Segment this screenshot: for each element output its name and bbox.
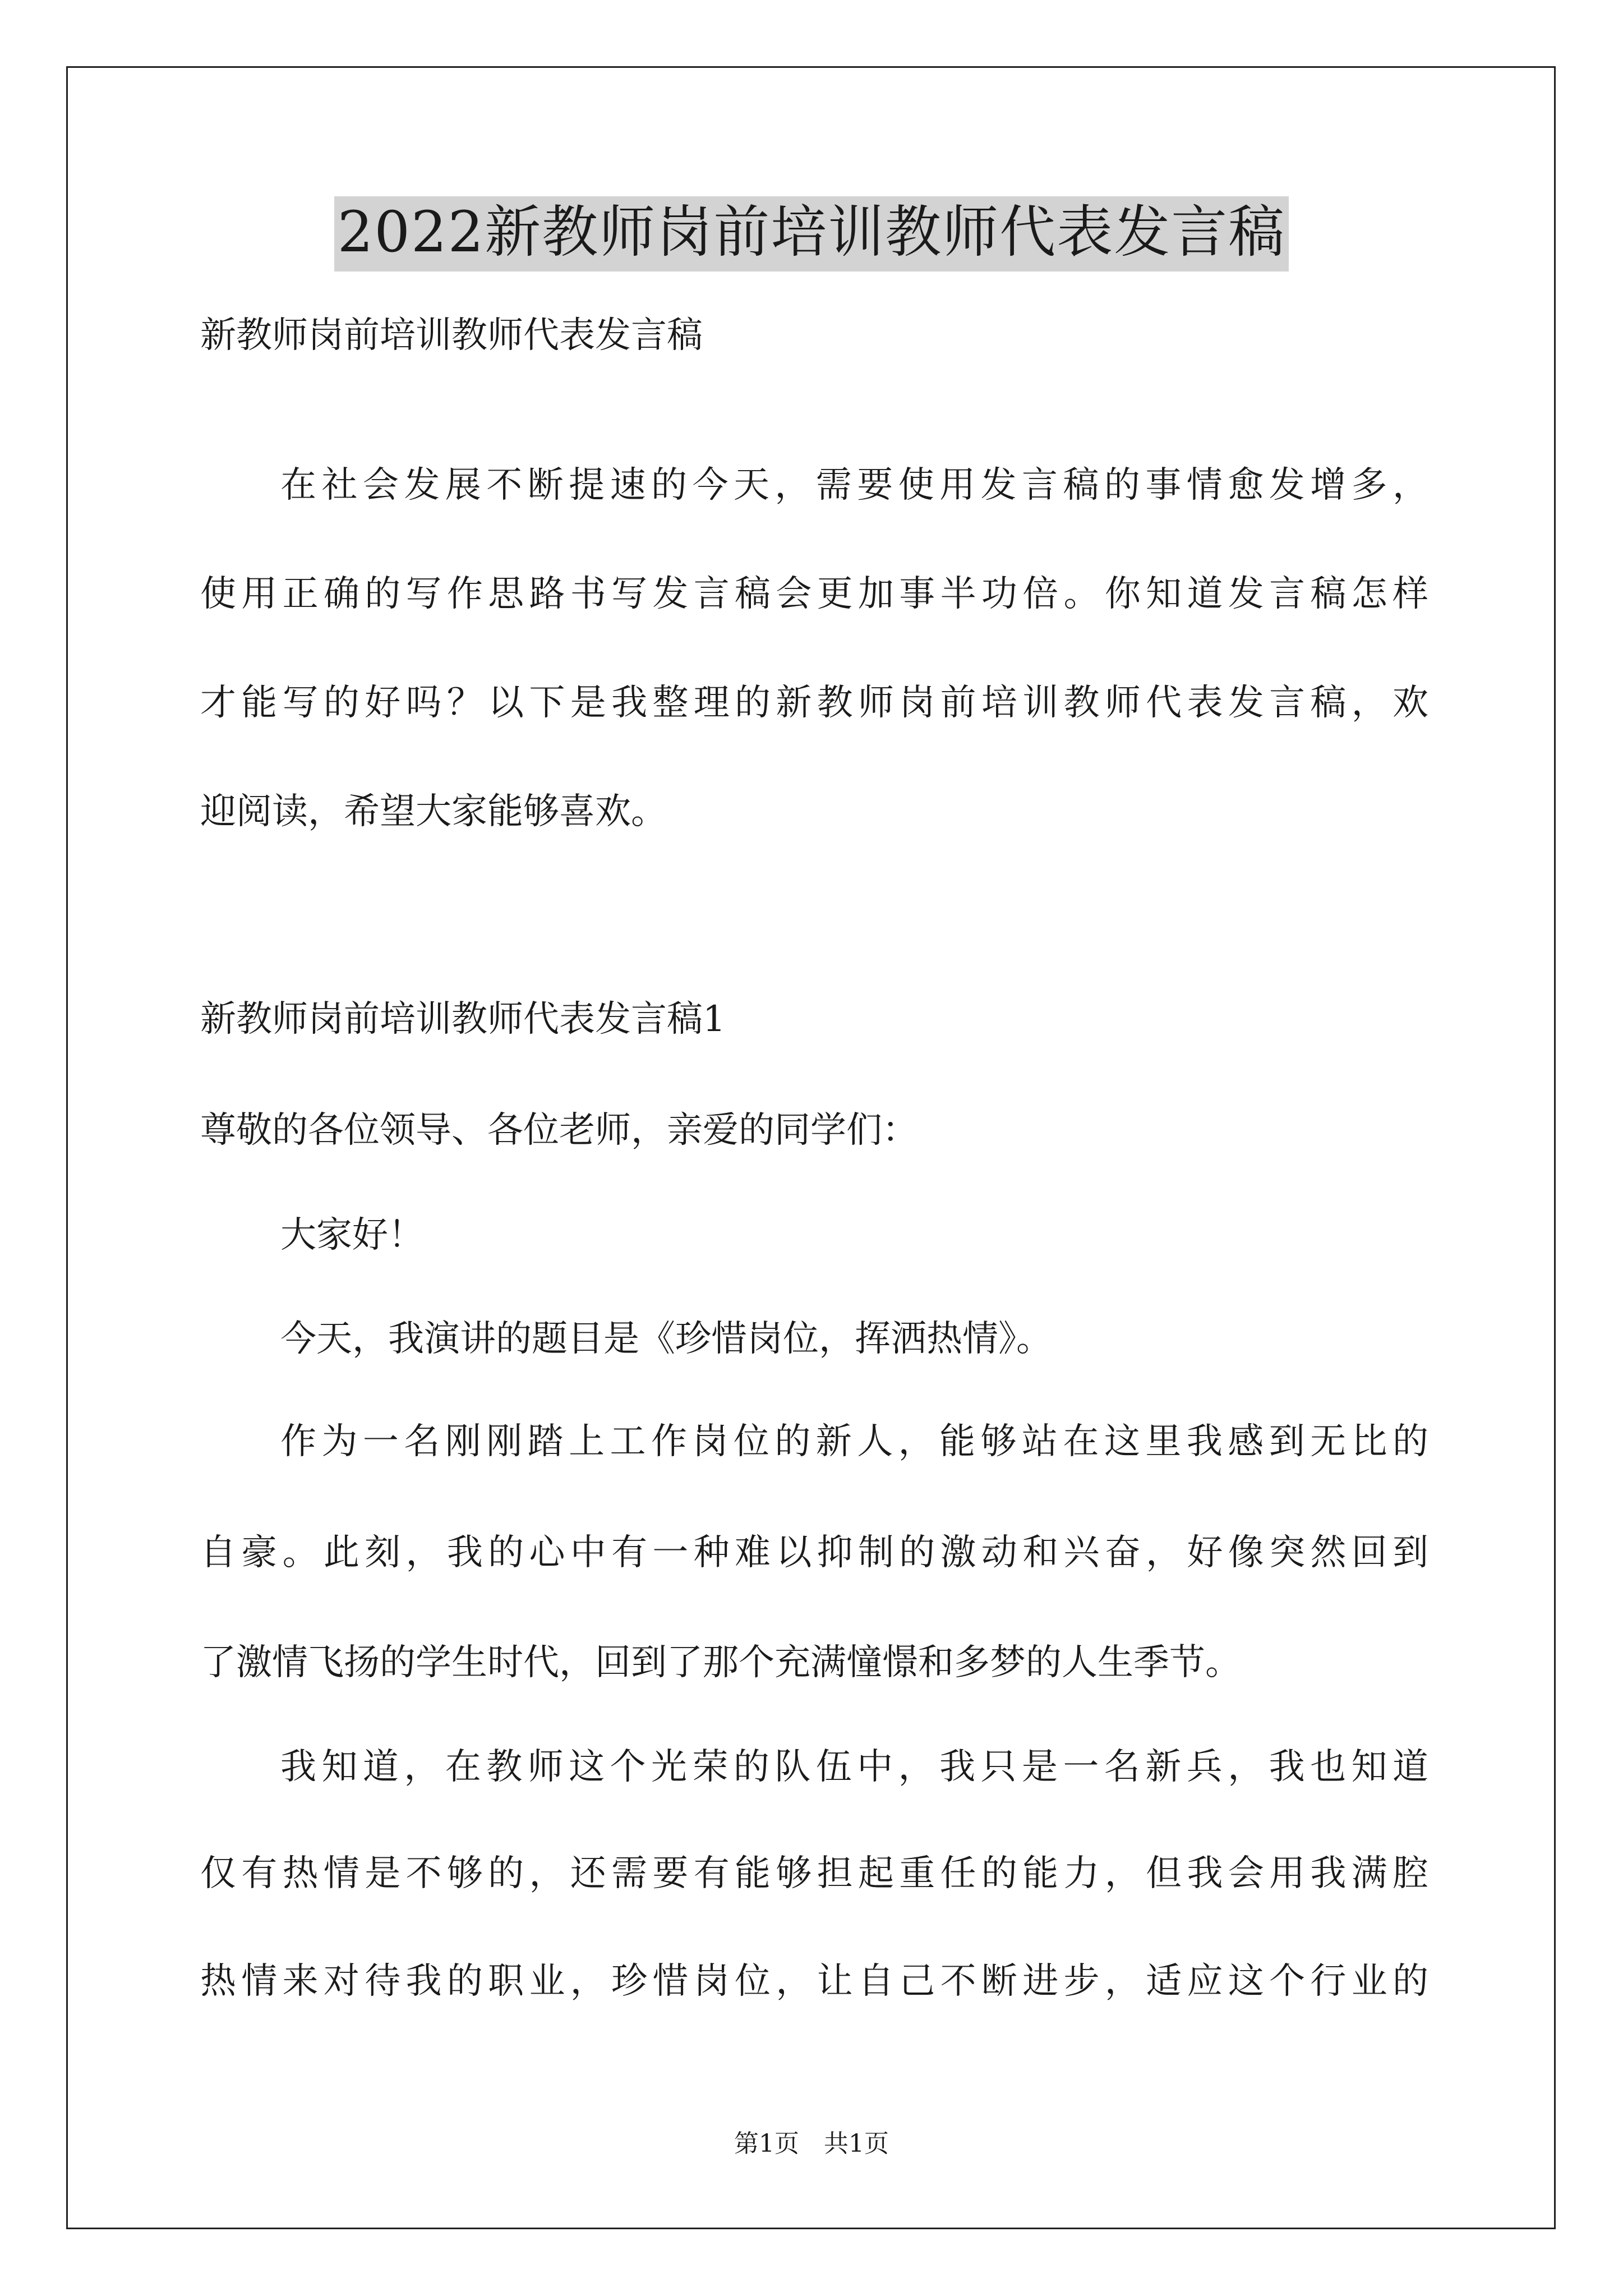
document-title-text: 2022新教师岗前培训教师代表发言稿 — [334, 196, 1289, 272]
greeting: 大家好！ — [280, 1214, 424, 1256]
speech-topic: 今天，我演讲的题目是《珍惜岗位，挥洒热情》。 — [280, 1318, 1052, 1360]
intro-line-2: 使用正确的写作思路书写发言稿会更加事半功倍。你知道发言稿怎样 — [200, 573, 1428, 615]
intro-line-3: 才能写的好吗？以下是我整理的新教师岗前培训教师代表发言稿，欢 — [200, 682, 1428, 724]
salutation: 尊敬的各位领导、各位老师，亲爱的同学们： — [200, 1110, 918, 1151]
document-subtitle: 新教师岗前培训教师代表发言稿 — [200, 315, 703, 356]
section-heading: 新教师岗前培训教师代表发言稿1 — [200, 999, 726, 1040]
intro-line-1: 在社会发展不断提速的今天，需要使用发言稿的事情愈发增多， — [280, 464, 1428, 506]
paragraph1-line-1: 作为一名刚刚踏上工作岗位的新人，能够站在这里我感到无比的 — [280, 1421, 1428, 1462]
paragraph2-line-3: 热情来对待我的职业，珍惜岗位，让自己不断进步，适应这个行业的 — [200, 1961, 1428, 2002]
paragraph2-line-1: 我知道，在教师这个光荣的队伍中，我只是一名新兵，我也知道 — [280, 1746, 1428, 1788]
intro-line-4: 迎阅读，希望大家能够喜欢。 — [200, 791, 667, 832]
page-footer: 第1页 共1页 — [734, 2129, 889, 2158]
paragraph1-line-3: 了激情飞扬的学生时代，回到了那个充满憧憬和多梦的人生季节。 — [200, 1642, 1241, 1683]
paragraph1-line-2: 自豪。此刻，我的心中有一种难以抑制的激动和兴奋，好像突然回到 — [200, 1532, 1428, 1573]
document-title — [0, 196, 1623, 272]
paragraph2-line-2: 仅有热情是不够的，还需要有能够担起重任的能力，但我会用我满腔 — [200, 1853, 1428, 1894]
